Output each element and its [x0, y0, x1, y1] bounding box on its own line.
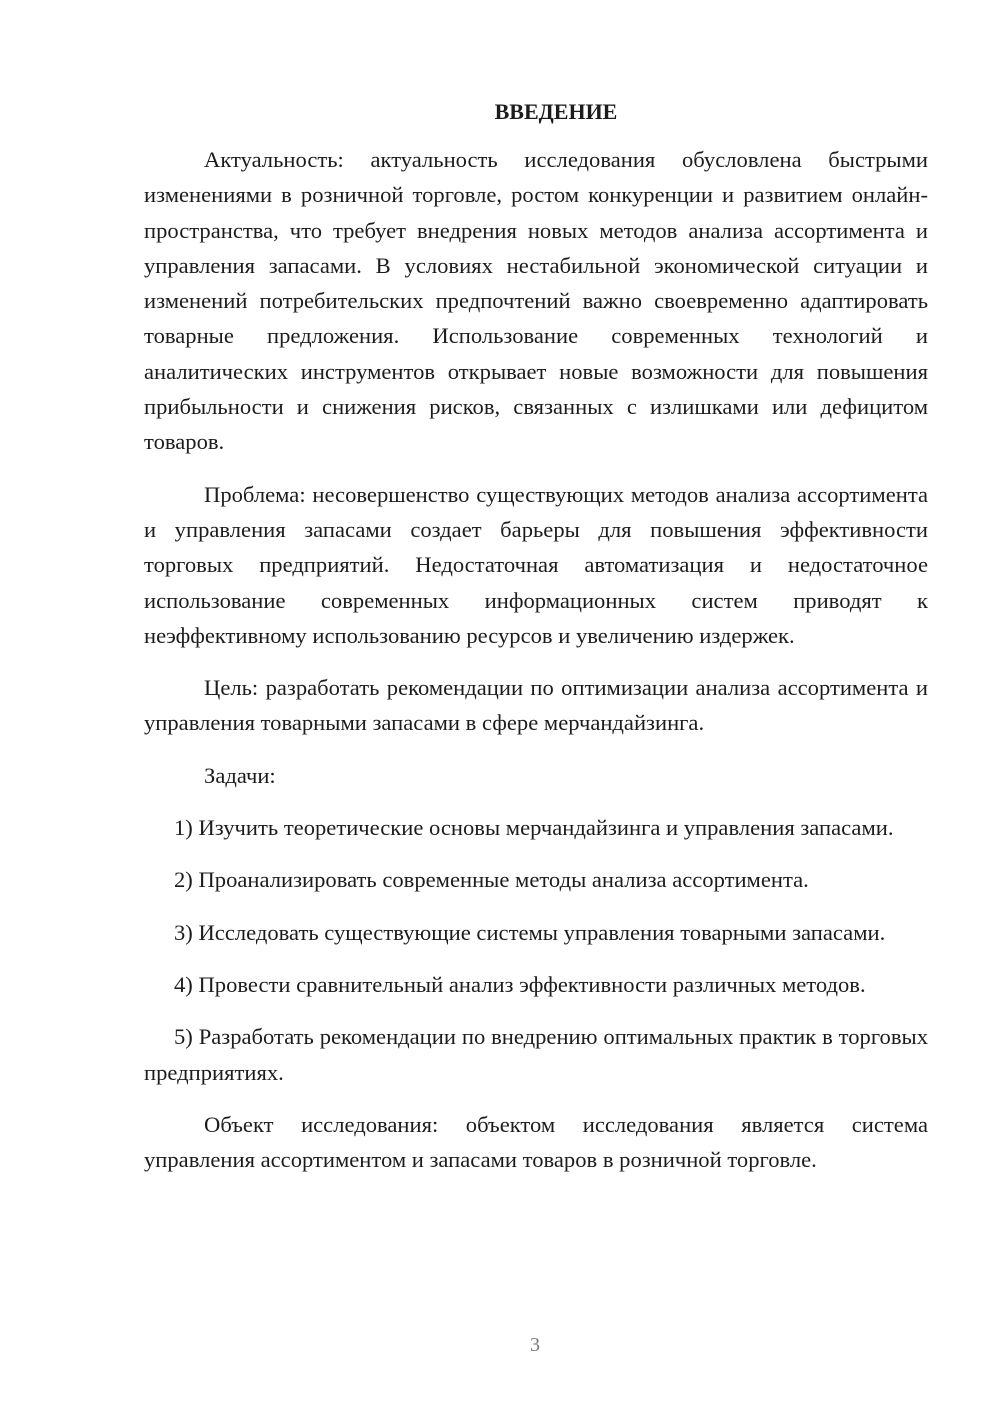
- task-item-5: 5) Разработать рекомендации по внедрению оптимальных практик в торговых предприятиях.: [144, 1024, 928, 1085]
- relevance-paragraph: Актуальность: актуальность исследования обусловлена быстрыми изменениями в розничной торговле, ростом конкуренции и развитием онлайн-пространства, что требует внедрения новых методов анализа ассортимента и управления запасами. В условиях нестабильной экономической ситуации и изменений потребительских предпочтений важно своевременно адаптировать товарные предложения. Использование современных технологий и аналитических инструментов открывает новые возможности для повышения прибыльности и снижения рисков, связанных с излишками или дефицитом товаров.: [144, 147, 928, 455]
- object-paragraph: Объект исследования: объектом исследования является система управления ассортиментом и запасами товаров в розничной торговле.: [144, 1111, 928, 1173]
- page-content: [144, 96, 928, 1177]
- task-item-4: 4) Провести сравнительный анализ эффективности различных методов.: [174, 971, 866, 997]
- problem-paragraph: Проблема: несовершенство существующих методов анализа ассортимента и управления запасами создает барьеры для повышения эффективности торговых предприятий. Недостаточная автоматизация и недостаточное использование современных информационных систем приводят к неэффективному использованию ресурсов и увеличению издержек.: [144, 481, 928, 648]
- goal-paragraph: Цель: разработать рекомендации по оптимизации анализа ассортимента и управления товарными запасами в сфере мерчандайзинга.: [144, 675, 928, 736]
- tasks-heading: Задачи:: [204, 762, 276, 788]
- task-item-3: 3) Исследовать существующие системы управления товарными запасами.: [174, 919, 886, 945]
- page-title: ВВЕДЕНИЕ: [494, 99, 618, 124]
- task-item-2: 2) Проанализировать современные методы анализа ассортимента.: [174, 867, 809, 893]
- task-item-1: 1) Изучить теоретические основы мерчандайзинга и управления запасами.: [174, 815, 894, 841]
- page-number: 3: [530, 1334, 540, 1356]
